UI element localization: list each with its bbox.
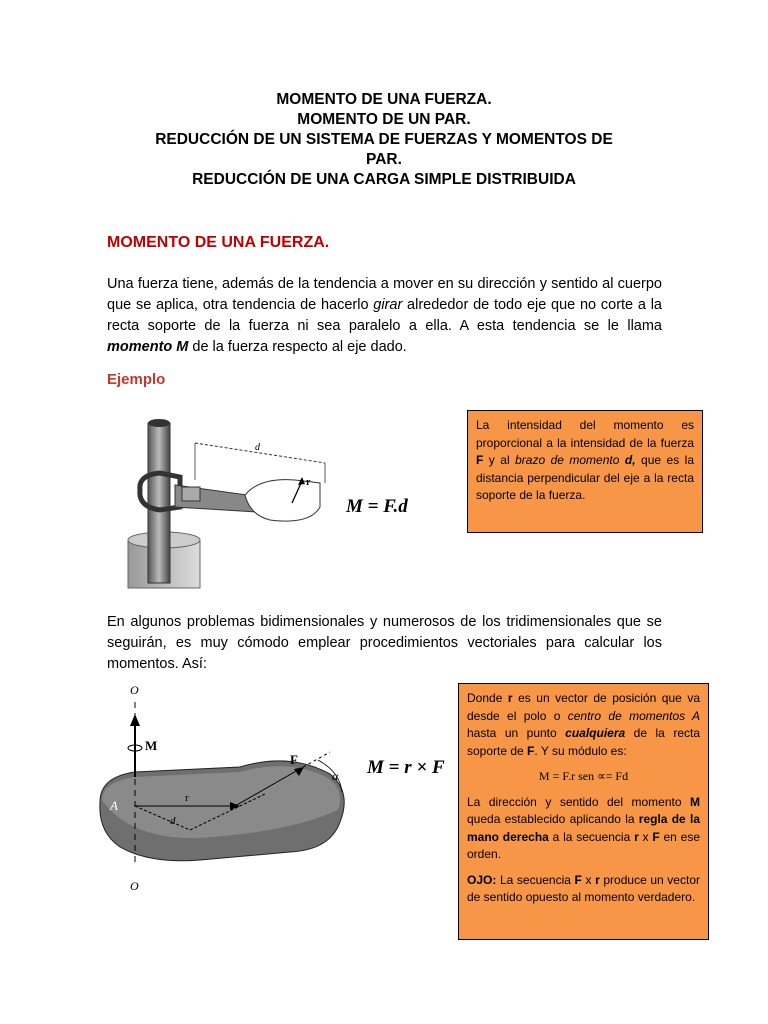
text: y al (483, 453, 516, 467)
vector-moment-box (458, 683, 709, 940)
title-line-3: REDUCCIÓN DE UN SISTEMA DE FUERZAS Y MOMENTOS DE (155, 131, 613, 148)
box2-p3 (467, 872, 700, 907)
bold-r: r (595, 872, 600, 887)
moment-intensity-box (467, 410, 703, 533)
fig2-label-O-top: O (130, 683, 139, 697)
example-label: Ejemplo (107, 371, 166, 388)
fig2-label-A: A (110, 798, 118, 813)
plate-figure (90, 682, 360, 897)
bold-regla: regla de la mano derecha (467, 812, 700, 844)
text: La secuencia (496, 872, 575, 887)
section-heading: MOMENTO DE UNA FUERZA. (107, 234, 330, 251)
text: produce un vector de sentido opuesto al momento verdadero. (467, 872, 700, 904)
fig2-label-d: d (170, 815, 176, 827)
text: x (638, 829, 653, 844)
fig2-label-alpha: α (332, 769, 339, 783)
bold-F: F (527, 743, 535, 758)
wrench-label-r: r (306, 477, 311, 488)
bold-F: F (574, 872, 582, 887)
text: . Y su módulo es: (534, 743, 627, 758)
text: Una fuerza tiene, además de la tendencia a mover en su dirección y sentido al cuerpo que se aplica, otra tendencia de hacerlo (107, 276, 662, 313)
text: alrededor de todo eje que no corte a la recta soporte de la fuerza ni sea paralelo a ella. A esta tendencia se le llama (107, 297, 662, 334)
italic-centro: centro de momentos A (567, 708, 701, 723)
title-line-5: REDUCCIÓN DE UNA CARGA SIMPLE DISTRIBUIDA (192, 171, 576, 188)
bold-F: F (652, 829, 660, 844)
text: La intensidad del momento es proporcional a la intensidad de la fuerza (476, 418, 694, 450)
vector-paragraph: En algunos problemas bidimensionales y numerosos de los tridimensionales que se seguirán, es muy cómodo emplear procedimientos vectoriales para calcular los momentos. Así: (107, 614, 662, 672)
formula-moment: M = F.d (346, 496, 408, 517)
italic-brazo: brazo de momento (515, 453, 620, 467)
title-line-1: MOMENTO DE UNA FUERZA. (276, 91, 492, 108)
text: La dirección y sentido del momento (467, 794, 690, 809)
wrench-figure (120, 415, 340, 590)
bold-momento: momento M (107, 339, 189, 355)
title-line-2: MOMENTO DE UN PAR. (297, 111, 471, 128)
bold-cualquiera: cualquiera (565, 726, 626, 740)
bold-r: r (507, 691, 513, 705)
box2-p1 (467, 690, 700, 760)
text: x (581, 872, 596, 887)
text: a la secuencia (548, 829, 635, 844)
text: de la fuerza respecto al eje dado. (188, 339, 407, 355)
text: es un vector de posición que va desde el polo o (467, 691, 700, 723)
fig2-label-F: F (290, 752, 298, 767)
wrench-label-d: d (255, 442, 260, 453)
text: Donde (467, 691, 508, 705)
bold-F: F (476, 453, 484, 467)
intro-paragraph (107, 274, 662, 358)
text: queda establecido aplicando la (467, 812, 639, 826)
bold-M: M (690, 794, 700, 809)
box2-p2 (467, 794, 700, 864)
fig2-label-M: M (145, 738, 158, 753)
bold-d: d, (624, 453, 636, 467)
bold-ojo: OJO: (467, 872, 497, 887)
box2-modulo: M = F.r sen ∝= Fd (538, 769, 629, 783)
fig2-label-O-bottom: O (130, 879, 139, 893)
fig2-label-r: r (185, 792, 189, 804)
text: de la recta soporte de (467, 726, 701, 758)
document-title (100, 90, 668, 190)
bold-r: r (634, 829, 639, 844)
italic-girar: girar (373, 297, 403, 313)
text: que es la distancia perpendicular del eje a la recta soporte de la fuerza. (476, 453, 694, 502)
formula-cross-product: M = r × F (367, 757, 445, 778)
text: hasta un punto (467, 726, 566, 740)
text: en ese orden. (467, 829, 700, 861)
title-line-4: PAR. (366, 151, 402, 168)
